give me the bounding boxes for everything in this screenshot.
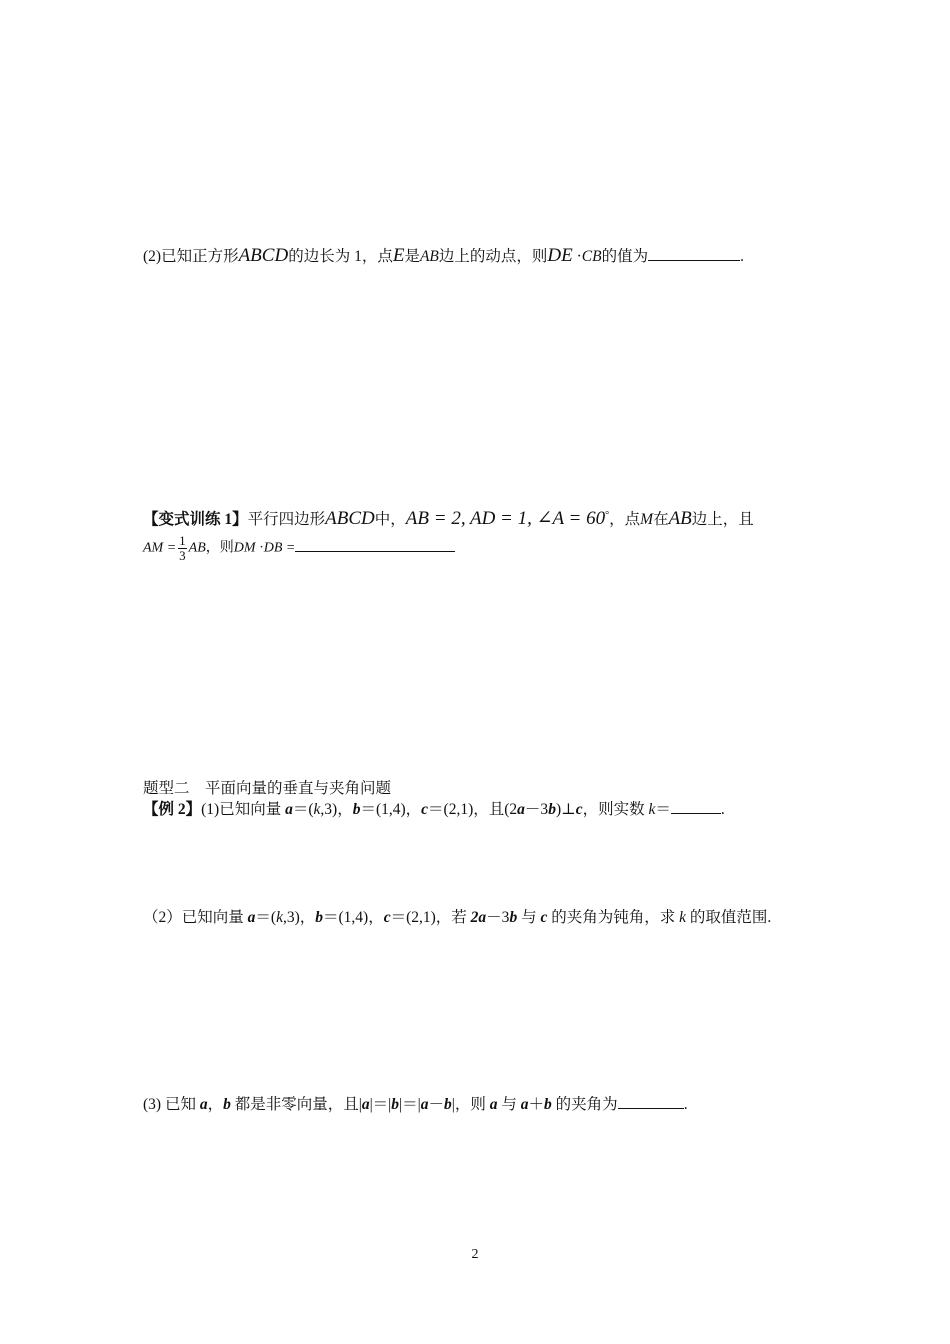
vector-b: b	[391, 1096, 400, 1113]
text: 是	[404, 248, 420, 265]
text: 中，	[374, 511, 406, 529]
text: 的夹角为钝角，求	[547, 909, 680, 926]
text: ＝(	[292, 801, 314, 818]
vector-a: a	[420, 1096, 429, 1113]
vector-a: a	[247, 909, 256, 926]
text: （2）已知向量	[143, 909, 248, 926]
text: －3	[486, 909, 510, 926]
vector-b: b	[544, 1096, 552, 1113]
vector-b: b	[223, 1096, 231, 1113]
text: 的取值范围.	[686, 909, 772, 926]
math-abcd: ABCD	[325, 508, 375, 530]
text: ＝(2,1)，若	[390, 909, 471, 926]
text: －3	[524, 801, 549, 818]
text: ，	[207, 1096, 224, 1113]
text: ＝	[655, 801, 671, 818]
vector-a: a	[517, 801, 525, 818]
math-ab: AB	[419, 248, 439, 265]
dot-operator: ·	[576, 248, 582, 265]
text: ＝(1,4)，	[360, 801, 422, 818]
var-k: k	[648, 801, 656, 818]
math-e: E	[392, 245, 405, 266]
text: (1)已知向量	[201, 801, 286, 818]
text: |，则	[451, 1096, 490, 1113]
vector-cb: CB	[581, 248, 602, 265]
answer-blank[interactable]	[295, 537, 455, 552]
text: 边上，且	[691, 511, 754, 529]
vector-c: c	[575, 801, 583, 818]
dot-operator: ·	[259, 540, 264, 556]
var-k: k	[313, 801, 321, 818]
text: 边上的动点，则	[438, 248, 548, 265]
example-2-1	[143, 799, 725, 820]
vector-b: b	[444, 1096, 452, 1113]
vector-b: b	[548, 801, 556, 818]
vector-de: DE	[547, 245, 573, 266]
text: 在	[653, 511, 669, 529]
vector-a: a	[361, 1096, 370, 1113]
vector-c: c	[540, 909, 548, 926]
math-abcd: ABCD	[238, 245, 289, 266]
text: )⊥	[555, 801, 576, 818]
text: ，则实数	[582, 801, 649, 818]
text: 的边长为 1，点	[288, 248, 393, 265]
var-k: k	[679, 909, 686, 926]
vector-db: DB =	[263, 540, 296, 556]
var-k: k	[276, 909, 283, 926]
text: ＝(	[255, 909, 277, 926]
vector-dm: DM	[233, 540, 256, 556]
vector-2a: 2a	[470, 909, 487, 926]
degree-symbol: °	[605, 510, 610, 521]
answer-blank[interactable]	[671, 799, 721, 814]
text: (3) 已知	[143, 1096, 200, 1113]
text: ＝(1,4)，	[323, 909, 384, 926]
math-ab: AB	[668, 508, 692, 530]
text: 的夹角为	[551, 1096, 618, 1113]
vector-b: b	[509, 909, 518, 926]
vector-b: b	[352, 801, 361, 818]
fraction-one-third	[178, 534, 187, 563]
text: |＝|	[399, 1096, 421, 1113]
text: 的值为	[601, 248, 649, 265]
vector-a: a	[285, 801, 293, 818]
text: ＋	[528, 1096, 545, 1113]
section-title: 题型二 平面向量的垂直与夹角问题	[143, 780, 392, 797]
example-2-2	[143, 908, 771, 928]
variant-1-line-1	[143, 506, 754, 530]
text: 与	[517, 909, 541, 926]
math-conditions: AB = 2, AD = 1, ∠A = 60	[405, 508, 606, 530]
text: ，点	[609, 511, 641, 529]
text: 都是非零向量，且|	[230, 1096, 362, 1113]
text: (2)已知正方形	[143, 248, 239, 265]
variant-tag: 【变式训练 1】	[143, 511, 248, 529]
page-number: 2	[471, 1247, 479, 1262]
text: .	[683, 1096, 688, 1113]
example-2-3	[143, 1094, 688, 1115]
fraction-denominator: 3	[179, 548, 186, 563]
math-m: M	[640, 511, 654, 529]
math-am: AM =	[143, 540, 177, 556]
vector-a: a	[520, 1096, 529, 1113]
text: ＝(2,1)，且(2	[428, 801, 518, 818]
text: .	[740, 248, 744, 265]
vector-a: a	[489, 1096, 498, 1113]
answer-blank[interactable]	[618, 1094, 684, 1109]
vector-b: b	[315, 909, 323, 926]
text: ,3)，	[320, 801, 353, 818]
vector-ab: AB	[188, 540, 206, 556]
text: 与	[497, 1096, 521, 1113]
vector-c: c	[383, 909, 391, 926]
vector-c: c	[421, 801, 429, 818]
question-1-2	[143, 246, 744, 267]
text: |＝|	[369, 1096, 392, 1113]
text: ，则	[205, 540, 234, 556]
answer-blank[interactable]	[648, 246, 740, 261]
text: ,3)，	[282, 909, 316, 926]
example-tag: 【例 2】	[143, 801, 202, 818]
text: 平行四边形	[247, 511, 326, 529]
text: －	[428, 1096, 445, 1113]
fraction-numerator: 1	[179, 533, 186, 548]
vector-a: a	[199, 1096, 208, 1113]
text: .	[720, 801, 725, 818]
variant-1-line-2	[143, 534, 455, 563]
